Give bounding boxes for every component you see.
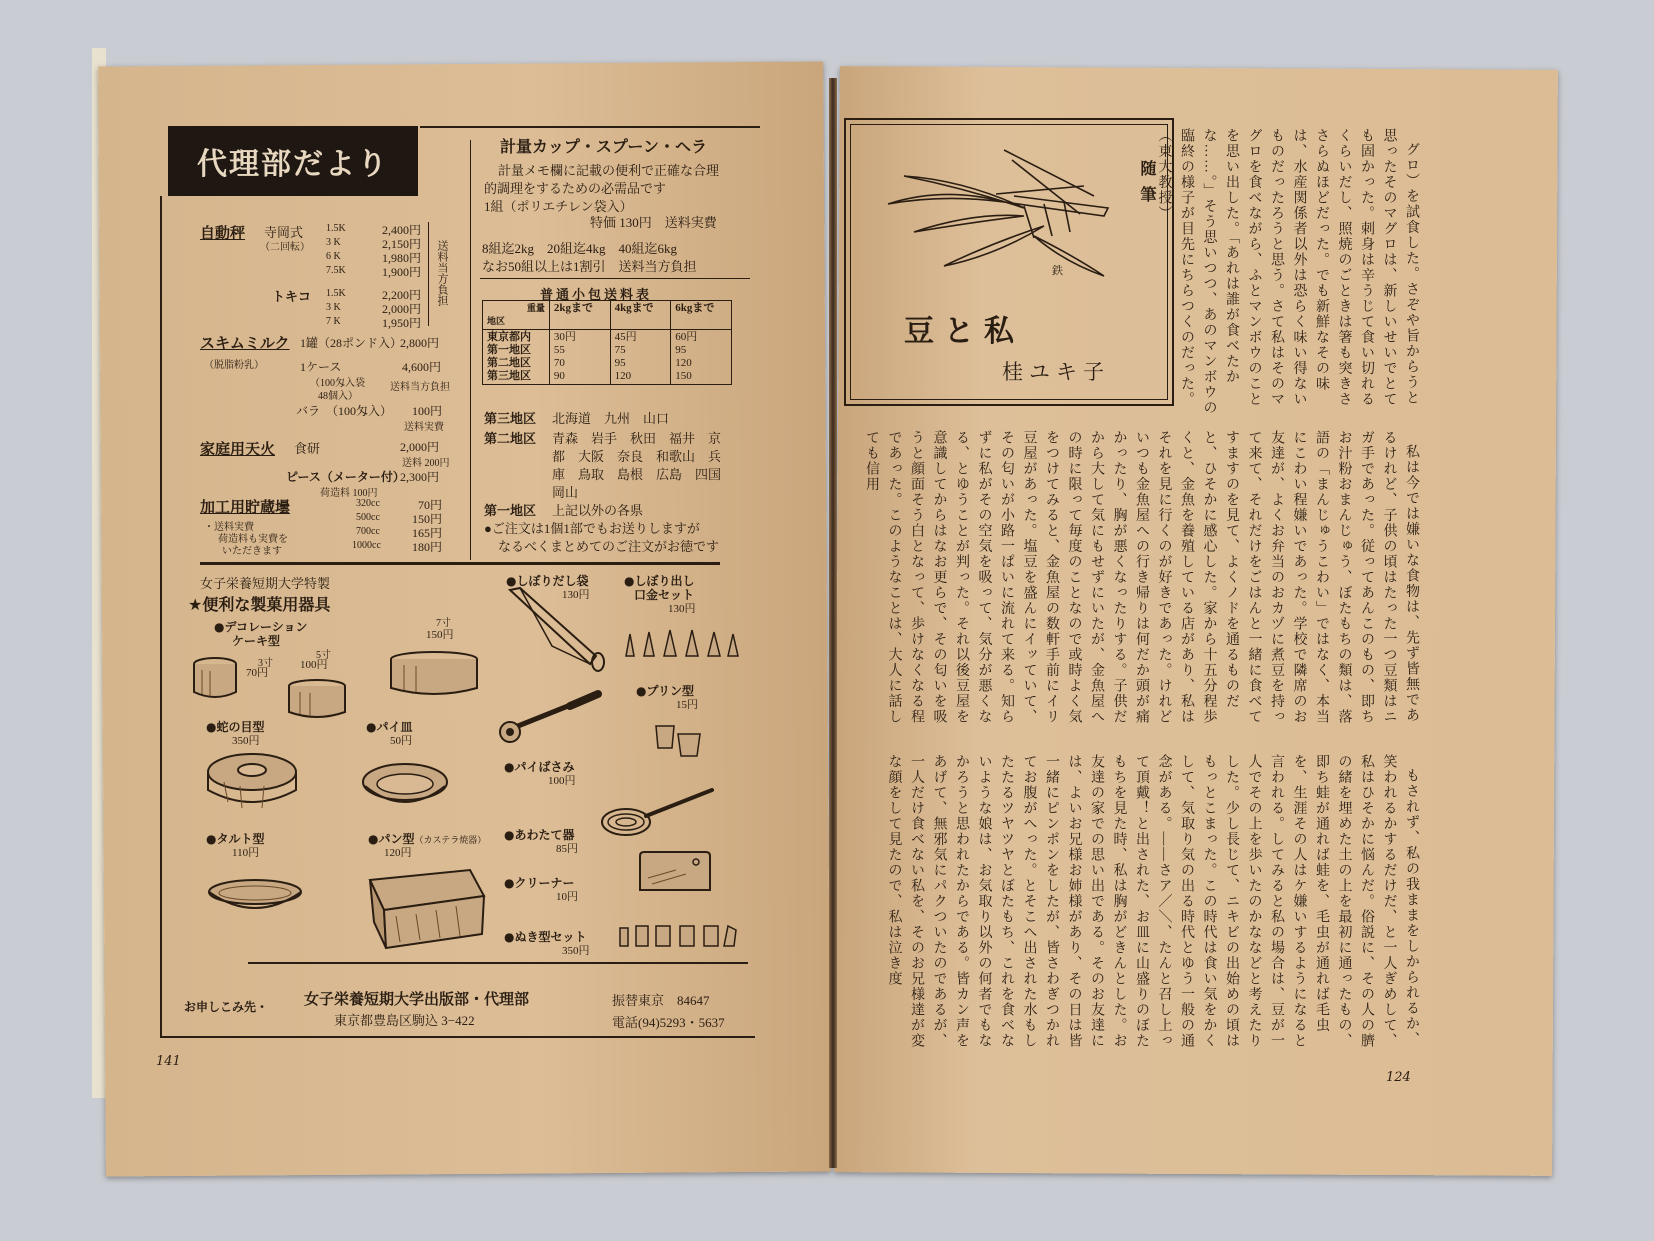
nozzle-set-icon	[622, 626, 742, 660]
scale-label: 自動秤	[200, 224, 246, 242]
storage-label: 加工用貯蔵壜	[200, 498, 291, 516]
essay-column-upper	[1156, 128, 1422, 418]
scale-weight: 1.5K	[326, 223, 346, 234]
scale-weight: 1.5K	[326, 288, 346, 299]
footer-transfer: 振替東京 84647	[612, 993, 710, 1008]
item-price: 150円	[426, 629, 454, 641]
item-price: 350円	[562, 945, 590, 957]
cell-value: 70	[553, 357, 565, 369]
storage-volume: 320cc	[356, 498, 380, 509]
essay-column-lower	[842, 754, 1422, 1054]
item-nozzle-label: 口金セット	[634, 588, 695, 602]
table-row	[483, 330, 732, 385]
item-price: 50円	[390, 735, 412, 747]
milk-item-2-price: 4,600円	[402, 360, 442, 374]
milk-item-2: 1ケース	[300, 360, 342, 374]
oven-label: 家庭用天火	[200, 440, 276, 458]
oven-item-1-price: 2,000円	[400, 440, 440, 454]
baking-title: ★便利な製菓用器具	[188, 595, 331, 614]
oven-item-1: 食研	[294, 441, 321, 456]
cup-bulk-2: なお50組以上は1割引 送料当方負担	[482, 259, 697, 274]
cell-value: 150	[675, 370, 692, 382]
zone2-text: 都 大阪 奈良 和歌山 兵	[552, 449, 722, 464]
cell-value: 45円	[614, 331, 637, 343]
item-price: 130円	[562, 589, 590, 601]
milk-item-2-sub: 48個入）	[318, 391, 358, 402]
storage-volume: 700cc	[356, 526, 380, 537]
loaf-pan-icon	[366, 866, 488, 954]
scale-price: 1,980円	[382, 251, 422, 265]
cell-value: 30円	[553, 331, 576, 343]
storage-note: ・送料実費	[204, 522, 254, 533]
essay-text: 私は今では嫌いな食物は、先ず皆無であるけれど、子供の頃はたった一つ豆類はニガ手であった。従ってあんこのもの、即ちお汁粉おまんじゅう、ぼたもちの類は、落語の「まんじゅうこわい」ではなく、本当にこわい程嫌いであった。学校で隣席のお友達が、よくお弁当のおカヅに煮豆を持って来て、それだけをごはんと一緒に食べてすますのを見て、よくノドを通るものだと、ひそかに感心した。家から十五分程歩くと、金魚を養殖している店があり、私はそれを見に行くのが好きであった。けれどいつも金魚屋への行き帰りは何だか頭が痛かったり、胸が悪くなったりする。子供だから大して気にもせずにいたが、金魚屋への時に限って毎度のことなので或時よく気をつけてみると、金魚屋の数軒手前にイリ豆屋があった。塩豆を盛んにイッていて、その匂いが小路一ぱいに流れて来る。知らずに私がその空気を吸って、気分が悪くなる、とゆうことが判った。それ以後豆屋を意識してからはなお更らで、その匂いを吸うと顔面そう白となって、歩けなくなる程であった。このようなことは、大人に話しても信用	[864, 430, 1419, 725]
shipping-table-title: 普通小包送料表	[540, 288, 653, 303]
milk-label: スキムミルク	[200, 334, 290, 352]
footer-apply: お申しこみ先・	[184, 1000, 269, 1014]
item-pieclip-label: ●パイばさみ	[504, 760, 575, 774]
footer-rule	[248, 962, 748, 964]
pie-crimper-icon	[494, 690, 604, 746]
zone2-label: 第二地区	[484, 432, 537, 447]
milk-item-1-price: 2,800円	[400, 336, 440, 350]
table-cell	[671, 330, 732, 385]
item-pan-sub: （カステラ焼器）	[414, 836, 487, 846]
milk-item-1: 1罐（28ポンド入）	[300, 336, 403, 350]
bean-pods-illustration	[884, 146, 1134, 286]
item-bag-label: ●しぼりだし袋	[506, 574, 589, 588]
table-header-row	[483, 301, 732, 330]
milk-item-3: バラ （100匁入）	[296, 404, 393, 418]
cup-bulk-1: 8組迄2kg 20組迄4kg 40組迄6kg	[482, 241, 678, 256]
item-price: 130円	[668, 603, 696, 615]
cup-title: 計量カップ・スプーン・ヘラ	[500, 137, 708, 156]
oven-item-1-note: 送料 200円	[402, 458, 450, 469]
scale-brand-1: 寺岡式	[264, 225, 304, 240]
scale-price: 2,150円	[382, 237, 422, 251]
oven-item-2-note: 荷造料 100円	[320, 488, 378, 499]
zone2-text: 庫 鳥取 島根 広島 四国	[552, 467, 722, 482]
baking-section-rule	[200, 562, 720, 565]
item-size: 5寸	[316, 650, 331, 661]
column-divider	[470, 140, 471, 560]
milk-item-2-sub: （100匁入袋	[310, 378, 365, 389]
table-corner	[483, 301, 550, 330]
cake-pan-icon	[388, 650, 480, 700]
item-price: 100円	[548, 775, 576, 787]
cup-set: 1組（ポリエチレン袋入）	[484, 199, 633, 214]
footer-phone: 電話(94)5293・5637	[612, 1015, 725, 1030]
storage-price: 70円	[418, 498, 443, 512]
item-size: 3寸	[258, 658, 273, 669]
scale-brand-2: トキコ	[272, 290, 312, 305]
item-cutter-label: ●ぬき型セット	[504, 930, 587, 944]
section-header: 代理部だより	[168, 126, 418, 196]
scale-weight: 3 K	[326, 302, 341, 313]
milk-item-3-note: 送料実費	[404, 422, 444, 433]
storage-price: 180円	[412, 540, 443, 554]
table-cell	[610, 330, 671, 385]
essay-text: グロ）を試食した。さぞや旨からうと思ったそのマグロは、新しいせいでとても固かった。刺身は辛うじて食い切れるくらいだし、照焼のごときは箸も突きささらぬほどだった。でも新鮮なその味は、水産関係者以外は恐らく味い得ないものだったろうと思う。さて私はそのマグロを食べながら、ふとマンボウのことを思い出した。「あれは誰が食べたかな……。」そう思いつつ、あのマンボウの臨終の様子が目先にちらつくのだった。（東大教授）	[1156, 128, 1419, 416]
scale-brand-1-sub: （二回転）	[260, 242, 310, 253]
cake-pan-icon	[190, 656, 240, 702]
essay-column-middle	[842, 430, 1422, 725]
storage-volume: 1000cc	[352, 540, 381, 551]
page-number-left: 141	[156, 1054, 181, 1069]
scale-bracket	[428, 222, 429, 326]
area-label: 第三地区	[487, 370, 531, 382]
item-price: 100円	[300, 659, 328, 671]
essay-author: 桂ユキ子	[1002, 360, 1110, 384]
area-label: 東京都内	[487, 331, 531, 343]
item-price: 10円	[556, 891, 578, 903]
item-whisk-label: ●あわたて器	[504, 828, 575, 842]
cell-value: 90	[553, 370, 565, 382]
table-cell	[549, 330, 610, 385]
cutter-set-icon	[618, 922, 738, 948]
cup-price: 特価 130円 送料実費	[590, 215, 717, 230]
corner-area: 地区	[487, 316, 506, 326]
storage-note: いただきます	[222, 546, 282, 557]
tart-pan-icon	[206, 876, 304, 920]
storage-note: 荷造料も実費を	[218, 534, 288, 545]
table-section-rule	[480, 278, 750, 279]
item-snake-label: ●蛇の目型	[206, 720, 265, 734]
milk-item-2-note: 送料当方負担	[390, 382, 450, 393]
storage-volume: 500cc	[356, 512, 380, 523]
cell-value: 60円	[675, 331, 698, 343]
essay-title: 豆と私	[904, 315, 1024, 348]
scale-price: 1,900円	[382, 265, 422, 279]
cake-pan-icon	[286, 678, 348, 722]
zone1-text: 上記以外の各県	[552, 503, 644, 518]
footer-address: 東京都豊島区駒込 3−422	[334, 1013, 475, 1028]
item-price: 85円	[556, 843, 578, 855]
area-label: 第一地区	[487, 344, 531, 356]
cell-value: 55	[553, 344, 565, 356]
book-gutter	[829, 78, 837, 1168]
scale-price: 2,200円	[382, 288, 422, 302]
milk-sub: （脱脂粉乳）	[204, 360, 264, 371]
whisk-icon	[600, 784, 718, 840]
cell-value: 120	[675, 357, 692, 369]
scale-price: 2,400円	[382, 223, 422, 237]
item-price: 350円	[232, 735, 260, 747]
oven-item-2: ピース（メーター付）	[286, 470, 405, 484]
item-cleaner-label: ●クリーナー	[504, 876, 575, 890]
scale-price: 1,950円	[382, 316, 422, 330]
scale-weight: 7.5K	[326, 265, 346, 276]
cell-value: 95	[675, 344, 687, 356]
scale-price: 2,000円	[382, 302, 422, 316]
item-pan-name: ●パン型	[368, 832, 415, 846]
item-price: 15円	[676, 699, 698, 711]
milk-item-3-price: 100円	[412, 404, 443, 418]
cell-value: 95	[614, 357, 626, 369]
item-pudding-label: ●プリン型	[636, 684, 694, 698]
item-size: 7寸	[436, 618, 451, 629]
footer-publisher: 女子栄養短期大学出版部・代理部	[304, 990, 530, 1008]
cup-desc-1: 計量メモ欄に記載の便利で正確な合理	[498, 163, 720, 178]
scale-shipping-note: 送料当方負担	[436, 240, 448, 306]
item-deco-label: ●デコレーション	[214, 620, 308, 634]
cup-desc-2: 的調理をするための必需品です	[484, 181, 667, 196]
scale-weight: 7 K	[326, 316, 341, 327]
pudding-cup-icon	[654, 722, 704, 758]
table-header: 4kgまで	[610, 301, 671, 330]
zone2-text: 青森 岩手 秋田 福井 京	[552, 431, 722, 446]
cleaner-icon	[636, 848, 712, 896]
page-number-right: 124	[1386, 1070, 1411, 1085]
order-note: なるべくまとめてのご注文がお徳です	[498, 539, 720, 554]
left-box-rule	[160, 196, 162, 1036]
baking-maker: 女子栄養短期大学特製	[200, 576, 331, 591]
scale-weight: 3 K	[326, 237, 341, 248]
scale-weight: 6 K	[326, 251, 341, 262]
cell-value: 75	[614, 344, 626, 356]
zone1-label: 第一地区	[484, 504, 537, 519]
table-area-cell	[483, 330, 550, 385]
table-header: 6kgまで	[671, 301, 732, 330]
oven-item-2-price: 2,300円	[400, 470, 440, 484]
essay-text: もされず、私の我ままをしかられるか、笑われるかするだけだ、と一人ぎめして、私はひそかに悩んだ。俗説に、その人の臍の緒を埋めた土の上を最初に通ったもの、即ち蛙が通れば蛙を、毛虫が通れば毛虫を、生涯その人はケ嫌いするようになると言われる。してみると私の場合は、豆が一人でその上を歩いたのかななどと考えたりした。少し長じて、ニキビの出始めの頃はもっとこまった。この時代は食い気をかくして、気取り気の出る時代とゆう一般の通念がある。――さア／＼、たんと召し上って頂戴！と出された、お皿に山盛りのぼたもちを見た時、私は胸がどきんとした。お友達の家での思い出である。そのお友達には、よいお兄様お姉様があり、その日は皆一緒にピンポンをしたが、皆さわぎつかれてお腹がへった。とそこへ出された水もしたたるツヤツヤとぼたもち、これを食べないような娘は、お気取り以外の何者でもなかろうと思われたからである。皆カン声をあげて、無邪気にパクついたのであるが、一人だけ食べない私を、そのお兄様達が変な顔をして見たので、私は泣き度	[886, 754, 1419, 1049]
corner-weight: 重量	[526, 303, 545, 313]
cell-value: 120	[614, 370, 632, 382]
piping-bag-icon	[500, 586, 610, 676]
zone2-text: 岡山	[552, 485, 579, 500]
order-note: ●ご注文は1個1部でもお送りしますが	[484, 521, 700, 536]
item-nozzle-label: ●しぼり出し	[624, 574, 695, 588]
storage-price: 150円	[412, 512, 443, 526]
storage-price: 165円	[412, 526, 443, 540]
illustration-signature: 鉄	[1052, 265, 1063, 277]
item-price: 110円	[232, 847, 260, 859]
bottom-rule	[160, 1036, 755, 1038]
table-header: 2kgまで	[549, 301, 610, 330]
zone3-label: 第三地区	[484, 412, 537, 427]
shipping-table	[482, 300, 732, 385]
item-price: 70円	[246, 667, 268, 679]
ring-mold-icon	[204, 748, 300, 818]
zone3-text: 北海道 九州 山口	[552, 411, 670, 426]
item-price: 120円	[384, 847, 412, 859]
header-top-rule	[420, 126, 760, 128]
essay-section-label: 随筆	[1138, 160, 1157, 212]
pie-dish-icon	[360, 760, 450, 816]
item-tart-label: ●タルト型	[206, 832, 265, 846]
item-pie-label: ●パイ皿	[366, 720, 413, 734]
item-deco-label: ケーキ型	[232, 634, 281, 648]
area-label: 第二地区	[487, 357, 531, 369]
